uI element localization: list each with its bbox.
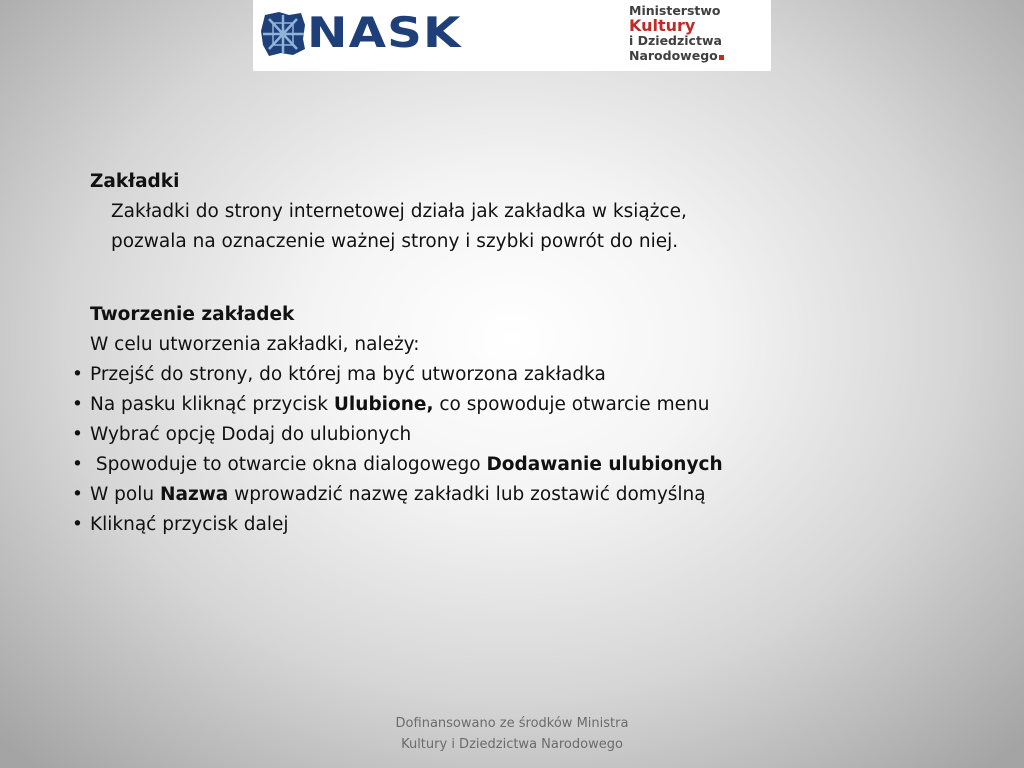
section-heading-bookmarks: Zakładki	[90, 171, 180, 192]
logo-bar	[253, 0, 771, 71]
step-emphasis: Nazwa	[159, 484, 229, 505]
step-text: wprowadzić nazwę zakładki lub zostawić domyślną	[228, 484, 706, 505]
step-item	[70, 480, 830, 510]
steps-intro: W celu utworzenia zakładki, należy:	[90, 334, 420, 355]
step-text: Na pasku kliknąć przycisk	[90, 394, 334, 415]
step-emphasis: Ulubione,	[333, 394, 434, 415]
step-text: Kliknąć przycisk dalej	[90, 514, 289, 535]
nask-logo	[259, 6, 509, 62]
steps-list	[70, 360, 830, 540]
bullet-icon: •	[72, 364, 83, 385]
bullet-icon: •	[72, 484, 83, 505]
bookmarks-description-line: pozwala na oznaczenie ważnej strony i szybki powrót do niej.	[111, 231, 679, 252]
step-item	[70, 390, 830, 420]
step-item	[70, 360, 830, 390]
step-text: Wybrać opcję Dodaj do ulubionych	[90, 424, 412, 445]
ministry-logo	[629, 3, 769, 63]
ministry-logo-line: Kultury	[629, 16, 696, 35]
bullet-icon: •	[72, 514, 83, 535]
bullet-icon: •	[72, 394, 83, 415]
bookmarks-description-line: Zakładki do strony internetowej działa jak zakładka w książce,	[111, 201, 687, 222]
spacer	[70, 257, 830, 300]
footer-line: Kultury i Dziedzictwa Narodowego	[401, 737, 623, 752]
footer-line: Dofinansowano ze środków Ministra	[395, 716, 629, 731]
step-item	[70, 420, 830, 450]
step-item	[70, 510, 830, 540]
step-text: Przejść do strony, do której ma być utworzona zakładka	[90, 364, 606, 385]
logo-dot	[719, 55, 724, 60]
step-text: Spowoduje to otwarcie okna dialogowego	[90, 454, 487, 475]
ministry-logo-line: Ministerstwo	[629, 3, 721, 18]
footer-credit	[312, 713, 712, 755]
ministry-logo-line: Narodowego	[629, 48, 769, 63]
poland-map-icon	[259, 9, 307, 59]
bullet-icon: •	[72, 424, 83, 445]
ministry-logo-line: i Dziedzictwa	[629, 33, 722, 48]
step-emphasis: Dodawanie ulubionych	[486, 454, 723, 475]
step-text: W polu	[90, 484, 160, 505]
slide-content	[70, 167, 830, 540]
step-item	[70, 450, 830, 480]
step-text: co spowoduje otwarcie menu	[433, 394, 710, 415]
nask-wordmark: NASK	[307, 8, 462, 57]
section-heading-creating: Tworzenie zakładek	[90, 304, 295, 325]
bullet-icon: •	[72, 454, 83, 475]
